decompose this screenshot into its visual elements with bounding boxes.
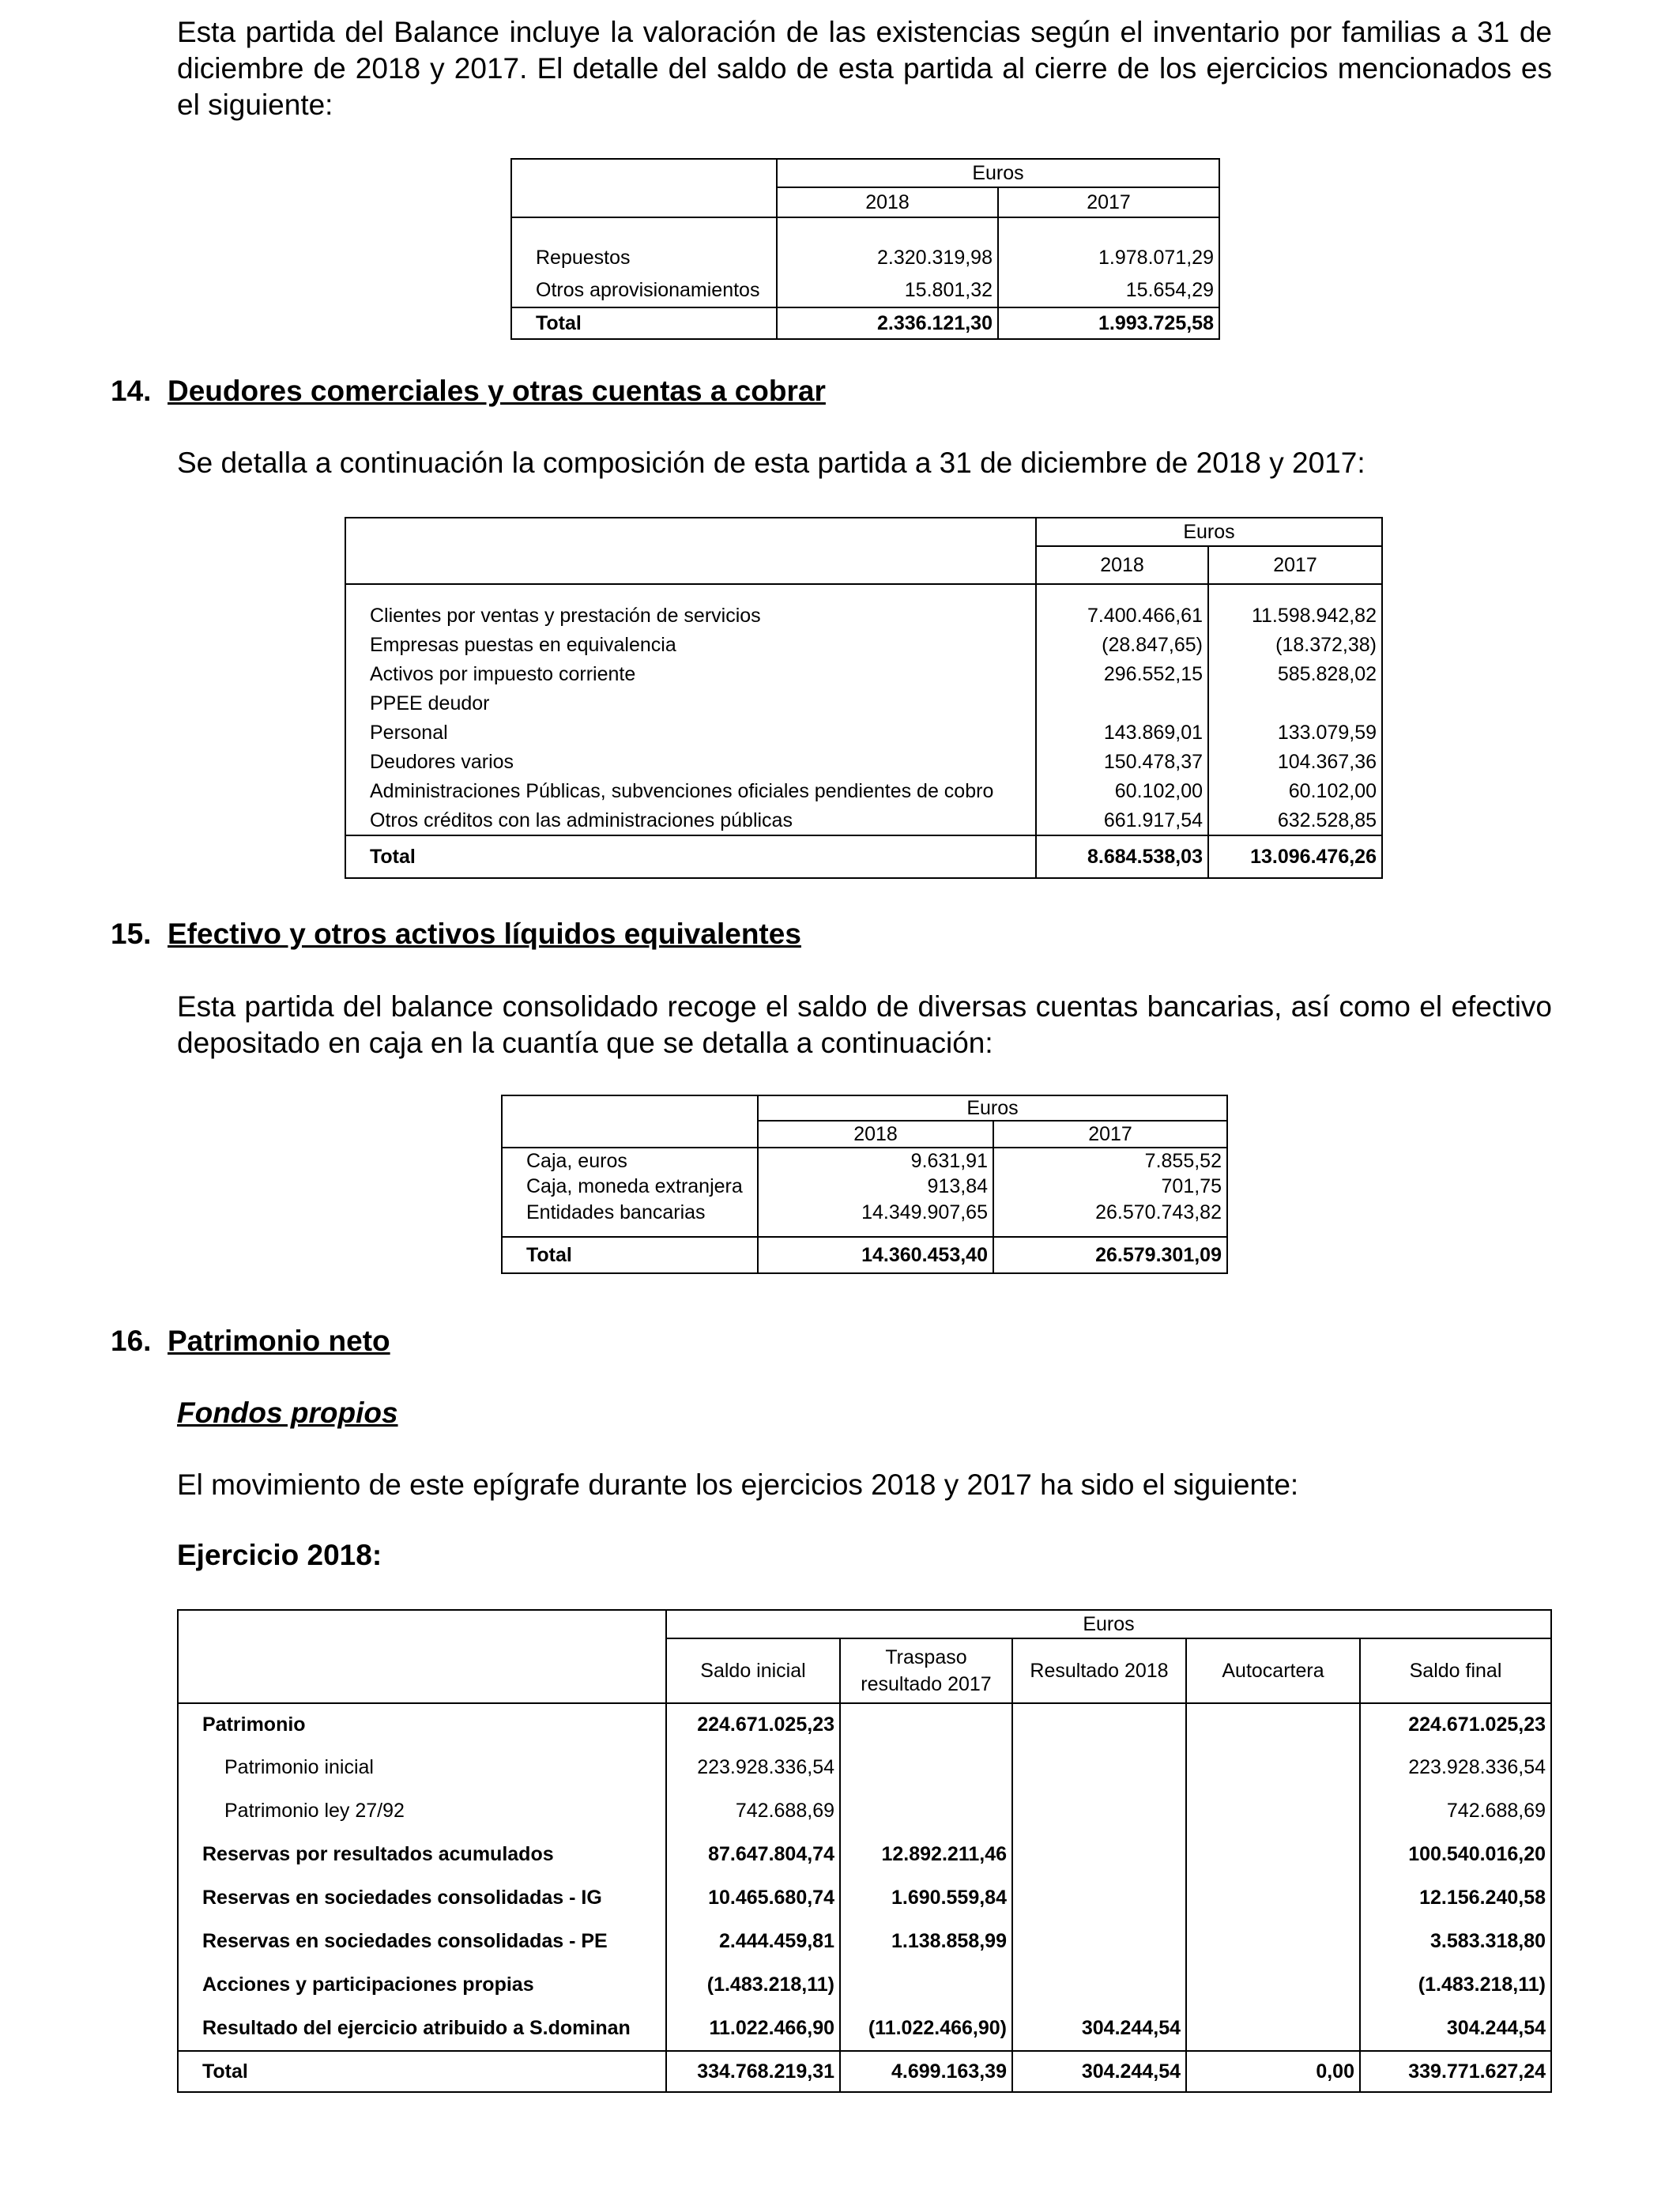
table-row: Entidades bancarias 14.349.907,65 26.570.743,82 <box>502 1200 1227 1226</box>
column-header-saldo-inicial: Saldo inicial <box>666 1638 840 1703</box>
intro-paragraph: Esta partida del Balance incluye la valoración de las existencias según el inventario por familias a 31 de diciembre de 2018 y 2017. El detalle del saldo de esta partida al cierre de los ejercicios mencionados es el siguiente: <box>177 16 1552 121</box>
fondos-propios-subheading: Fondos propios <box>177 1397 398 1429</box>
total-row: Total 334.768.219,31 4.699.163,39 304.244,54 0,00 339.771.627,24 <box>178 2051 1551 2092</box>
table-row: Activos por impuesto corriente 296.552,15 585.828,02 <box>345 660 1382 689</box>
patrimonio-neto-table <box>177 1609 1552 2093</box>
column-header-2017: 2017 <box>1208 546 1382 584</box>
table-row: Caja, moneda extranjera 913,84 701,75 <box>502 1174 1227 1200</box>
column-header-traspaso: Traspaso resultado 2017 <box>840 1638 1012 1703</box>
existencias-table <box>510 158 1220 340</box>
column-header-saldo-final: Saldo final <box>1360 1638 1551 1703</box>
efectivo-table <box>501 1095 1228 1274</box>
table-row: Empresas puestas en equivalencia (28.847,65) (18.372,38) <box>345 631 1382 660</box>
table-row: Administraciones Públicas, subvenciones oficiales pendientes de cobro 60.102,00 60.102,00 <box>345 777 1382 806</box>
table-row: Personal 143.869,01 133.079,59 <box>345 718 1382 748</box>
column-header-2017: 2017 <box>993 1121 1227 1148</box>
table-row: Acciones y participaciones propias (1.483.218,11) (1.483.218,11) <box>178 1962 1551 2007</box>
column-header-2018: 2018 <box>777 187 998 217</box>
table-row: Otros aprovisionamientos 15.801,32 15.654,29 <box>511 274 1219 307</box>
column-header-resultado: Resultado 2018 <box>1012 1638 1186 1703</box>
column-header-autocartera: Autocartera <box>1186 1638 1360 1703</box>
section-16-paragraph: El movimiento de este epígrafe durante los ejercicios 2018 y 2017 ha sido el siguiente: <box>177 1468 1299 1501</box>
section-14-heading: 14. Deudores comerciales y otras cuentas a cobrar <box>111 375 826 407</box>
table-row: Reservas en sociedades consolidadas - IG 10.465.680,74 1.690.559,84 12.156.240,58 <box>178 1875 1551 1920</box>
table-row: Otros créditos con las administraciones públicas 661.917,54 632.528,85 <box>345 806 1382 835</box>
euros-group-header: Euros <box>666 1610 1551 1638</box>
section-15-heading: 15. Efectivo y otros activos líquidos equivalentes <box>111 918 801 950</box>
table-row: Caja, euros 9.631,91 7.855,52 <box>502 1148 1227 1174</box>
table-row: Patrimonio 224.671.025,23 224.671.025,23 <box>178 1703 1551 1746</box>
column-header-2018: 2018 <box>758 1121 993 1148</box>
euros-group-header: Euros <box>1036 518 1382 546</box>
table-row: Patrimonio inicial 223.928.336,54 223.928.336,54 <box>178 1746 1551 1789</box>
total-row: Total 8.684.538,03 13.096.476,26 <box>345 835 1382 878</box>
table-row: PPEE deudor <box>345 689 1382 718</box>
section-14-paragraph: Se detalla a continuación la composición de esta partida a 31 de diciembre de 2018 y 2017: <box>177 447 1365 479</box>
table-row: Resultado del ejercicio atribuido a S.dominan 11.022.466,90 (11.022.466,90) 304.244,54 304.244,54 <box>178 2007 1551 2051</box>
column-header-2018: 2018 <box>1036 546 1208 584</box>
euros-group-header: Euros <box>758 1095 1227 1121</box>
total-row: Total 14.360.453,40 26.579.301,09 <box>502 1237 1227 1273</box>
deudores-table <box>345 517 1383 879</box>
section-16-heading: 16. Patrimonio neto <box>111 1325 390 1357</box>
table-row: Patrimonio ley 27/92 742.688,69 742.688,69 <box>178 1789 1551 1833</box>
table-row: Reservas por resultados acumulados 87.647.804,74 12.892.211,46 100.540.016,20 <box>178 1833 1551 1875</box>
euros-group-header: Euros <box>777 159 1219 187</box>
total-row: Total 2.336.121,30 1.993.725,58 <box>511 307 1219 339</box>
table-row: Repuestos 2.320.319,98 1.978.071,29 <box>511 241 1219 274</box>
table-row: Clientes por ventas y prestación de servicios 7.400.466,61 11.598.942,82 <box>345 601 1382 631</box>
section-15-paragraph: Esta partida del balance consolidado recoge el saldo de diversas cuentas bancarias, así como el efectivo depositado en caja en la cuantía que se detalla a continuación: <box>177 990 1552 1059</box>
table-row: Deudores varios 150.478,37 104.367,36 <box>345 748 1382 777</box>
table-row: Reservas en sociedades consolidadas - PE 2.444.459,81 1.138.858,99 3.583.318,80 <box>178 1920 1551 1962</box>
column-header-2017: 2017 <box>998 187 1219 217</box>
ejercicio-heading: Ejercicio 2018: <box>177 1539 382 1571</box>
